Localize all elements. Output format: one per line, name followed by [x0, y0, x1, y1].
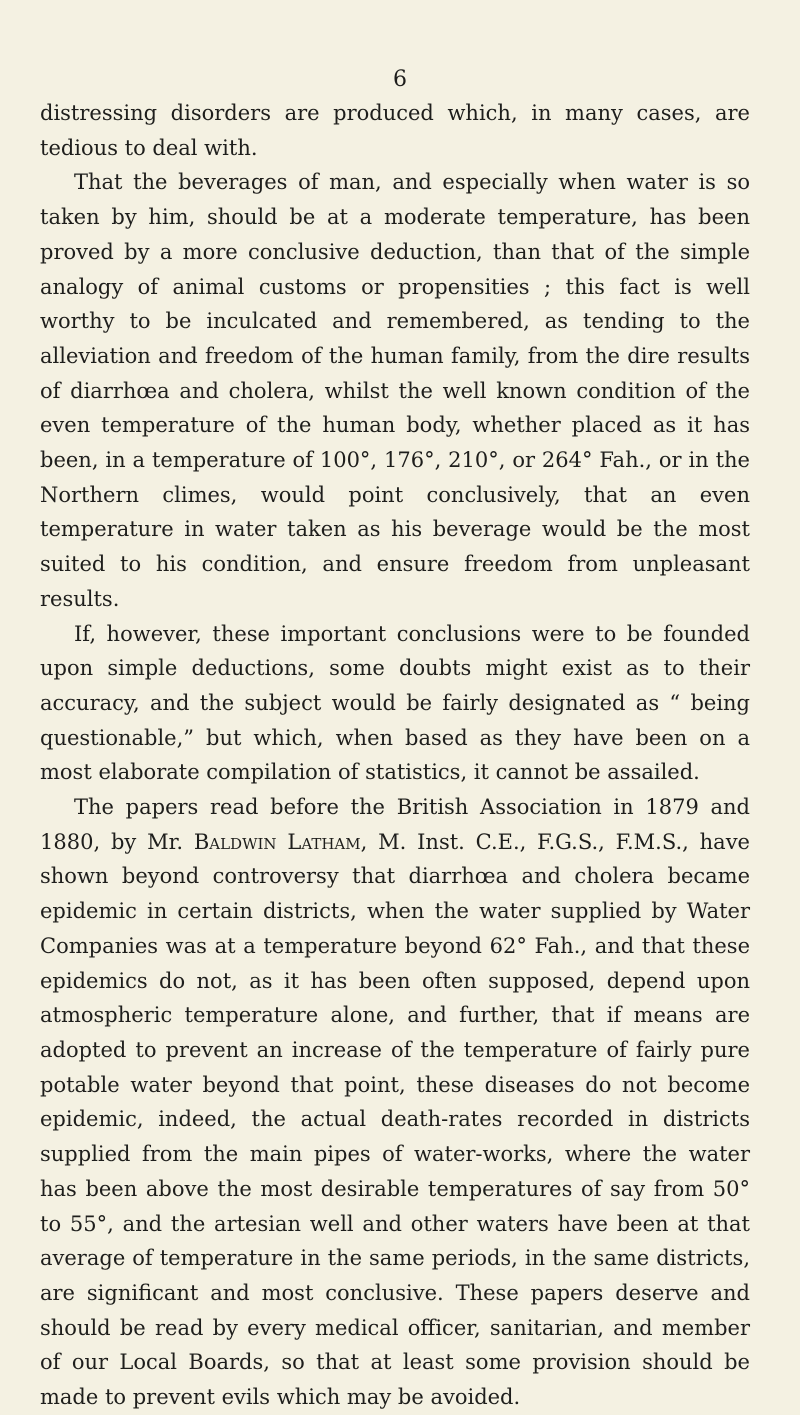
paragraph-conclusions: If, however, these important conclusions were to be founded upon simple deductions, some doubts might exist as to their accuracy, and the subject would be fairly designated as “ being questionable,” but which, when based as they have been on a most elaborate compilation of statistics, it cannot be assailed. — [40, 621, 750, 785]
paragraph-beverages: That the beverages of man, and especially when water is so taken by him, should be at a moderate temperature, has been proved by a more conclusive deduction, than that of the simple analogy of animal customs or propensities ; this fact is well worthy to be inculcated and remembered, as tending to the alleviation and freedom of the human family, from the dire results of diarrhœa and cholera, whilst the well known condition of the even temperature of the human body, whether placed as it has been, in a temperature of 100°, 176°, 210°, or 264° Fah., or in the Northern climes, would point conclusively, that an even temperature in water taken as his beverage would be the most suited to his condition, and ensure freedom from unpleasant results. — [40, 170, 750, 611]
paragraph-continuation: distressing disorders are produced which, in many cases, are tedious to deal with. — [40, 101, 750, 160]
paragraph-text-before-name: The papers read before the British Association in 1879 and 1880, by Mr. — [40, 795, 750, 854]
body-text — [40, 96, 750, 1415]
page-number: 6 — [393, 67, 407, 92]
paragraph-text-after-name: , M. Inst. C.E., F.G.S., F.M.S., have shown beyond controversy that diarrhœa and cholera became epidemic in certain districts, when the water supplied by Water Companies was at a temperature beyond 62° Fah., and that these epidemics do not, as it has been often supposed, depend upon atmospheric temperature alone, and further, that if means are adopted to prevent an increase of the temperature of fairly pure potable water beyond that point, these diseases do not become epidemic, indeed, the actual death-rates recorded in districts supplied from the main pipes of water-works, where the water has been above the most desirable temperatures of say from 50° to 55°, and the artesian well and other waters have been at that average of temperature in the same periods, in the same districts, are significant and most conclusive. These papers deserve and should be read by every medical officer, sanitarian, and member of our Local Boards, so that at least some provision should be made to prevent evils which may be avoided. — [40, 829, 750, 1410]
author-name: Baldwin Latham — [193, 829, 361, 854]
paragraph-british-association — [40, 790, 750, 1415]
